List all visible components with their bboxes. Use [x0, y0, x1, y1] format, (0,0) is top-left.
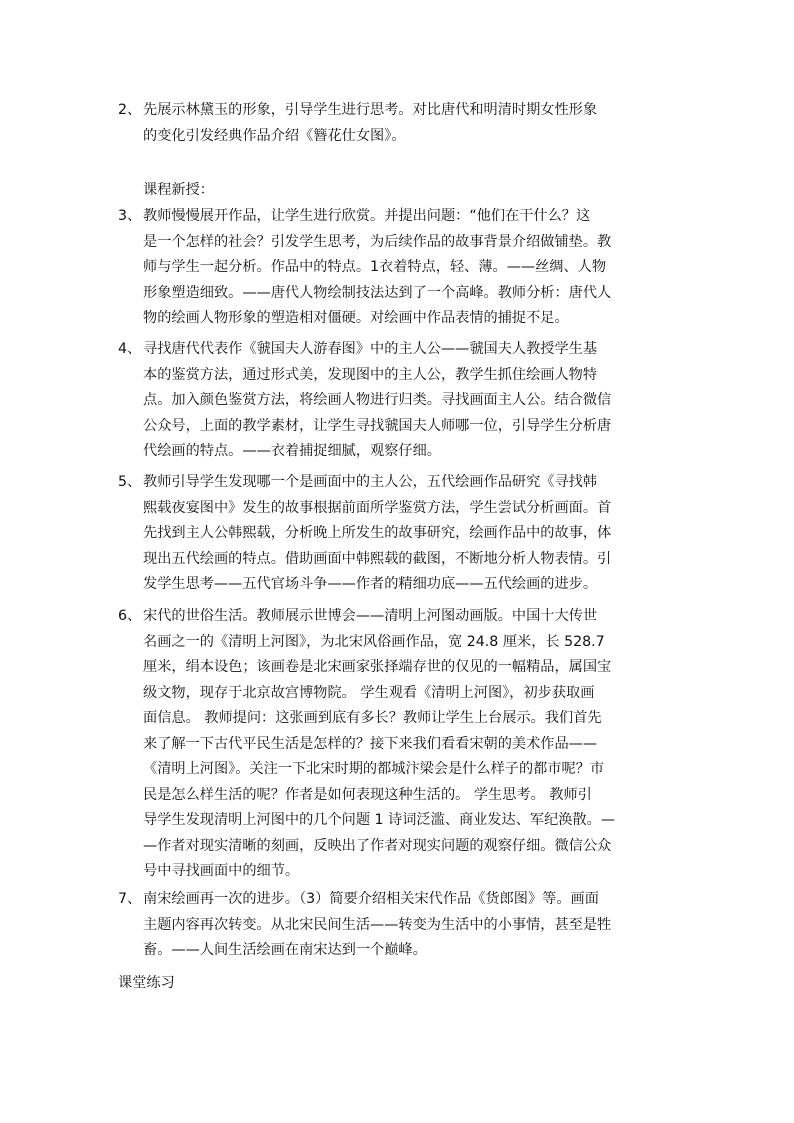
- item-number: 4、: [118, 341, 142, 357]
- list-item-5: [118, 470, 678, 598]
- text-line: 宋代的世俗生活。教师展示世博会——清明上河图动画版。中国十大传世: [143, 608, 598, 624]
- item-number: 6、: [118, 608, 142, 624]
- list-item-2: [118, 98, 678, 149]
- section-label-practice: 课堂练习: [118, 975, 175, 991]
- text-line: 导学生发现清明上河图中的几个问题 1 诗词泛滥、商业发达、军纪涣散。—: [143, 812, 616, 828]
- text-line: 级文物，现存于北京故宫博物院。 学生观看《清明上河图》，初步获取画: [143, 684, 595, 701]
- text-line: 是一个怎样的社会？引发学生思考，为后续作品的故事背景介绍做铺垫。教: [143, 233, 612, 250]
- text-line: 号中寻找画面中的细节。: [143, 863, 300, 879]
- text-line: 南宋绘画再一次的进步。（3）简要介绍相关宋代作品《货郎图》等。画面: [143, 891, 599, 907]
- text-line: 民是怎么样生活的呢？作者是如何表现这种生活的。 学生思考。 教师引: [143, 786, 592, 803]
- text-line: 代绘画的特点。——衣着捕捉细腻，观察仔细。: [143, 443, 441, 459]
- text-line: 发学生思考——五代官场斗争——作者的精细功底——五代绘画的进步。: [143, 576, 598, 592]
- text-line: 厘米，绢本设色；该画卷是北宋画家张择端存世的仅见的一幅精品，属国宝: [143, 659, 612, 675]
- text-line: 畜。——人间生活绘画在南宋达到一个巅峰。: [143, 942, 427, 958]
- text-line: 面信息。 教师提问：这张画到底有多长？教师让学生上台展示。我们首先: [143, 710, 602, 726]
- text-line: 形象塑造细致。——唐代人物绘制技法达到了一个高峰。教师分析：唐代人: [143, 284, 612, 301]
- text-line: 名画之一的《清明上河图》，为北宋风俗画作品，宽 24.8 厘米，长 528.7: [143, 633, 605, 650]
- text-line: 点。加入颜色鉴赏方法，将绘画人物进行归类。寻找画面主人公。结合微信: [143, 392, 612, 408]
- list-item-7: [118, 887, 678, 964]
- item-number: 2、: [118, 102, 142, 118]
- list-item-6: [118, 604, 678, 885]
- text-line: 主题内容再次转变。从北宋民间生活——转变为生活中的小事情，甚至是牲: [143, 916, 612, 933]
- list-item-4: [118, 337, 678, 465]
- text-line: 寻找唐代代表作《虢国夫人游春图》中的主人公——虢国夫人教授学生基: [143, 341, 598, 357]
- text-line: 公众号，上面的教学素材，让学生寻找虢国夫人师哪一位，引导学生分析唐: [143, 417, 612, 434]
- text-line: 现出五代绘画的特点。借助画面中韩熙载的截图，不断地分析人物表情。引: [143, 550, 612, 567]
- section-label-new-lesson: 课程新授：: [143, 182, 214, 198]
- text-line: 物的绘画人物形象的塑造相对僵硬。对绘画中作品表情的捕捉不足。: [143, 310, 569, 326]
- text-line: 教师引导学生发现哪一个是画面中的主人公，五代绘画作品研究《寻找韩: [143, 474, 598, 490]
- text-line: 熙载夜宴图中》发生的故事根据前面所学鉴赏方法，学生尝试分析画面。首: [143, 499, 612, 516]
- text-line: 先展示林黛玉的形象，引导学生进行思考。对比唐代和明清时期女性形象: [143, 102, 598, 118]
- text-line: 师与学生一起分析。作品中的特点。1衣着特点，轻、薄。——丝绸、人物: [143, 259, 607, 275]
- text-line: 先找到主人公韩熙载，分析晚上所发生的故事研究，绘画作品中的故事，体: [143, 525, 612, 541]
- text-line: —作者对现实清晰的刻画，反映出了作者对现实问题的观察仔细。微信公众: [143, 837, 612, 854]
- text-line: 教师慢慢展开作品，让学生进行欣赏。并提出问题：“他们在干什么？这: [143, 208, 591, 224]
- item-number: 3、: [118, 208, 142, 224]
- text-line: 《清明上河图》。关注一下北宋时期的都城汴梁会是什么样子的都市呢？市: [143, 761, 605, 777]
- text-line: 来了解一下古代平民生活是怎样的？接下来我们看看宋朝的美术作品——: [143, 735, 598, 752]
- text-line: 本的鉴赏方法，通过形式美，发现图中的主人公，教学生抓住绘画人物特: [143, 366, 598, 383]
- item-number: 7、: [118, 891, 142, 907]
- list-item-3: [118, 204, 678, 332]
- text-line: 的变化引发经典作品介绍《簪花仕女图》。: [143, 127, 406, 144]
- item-number: 5、: [118, 474, 142, 490]
